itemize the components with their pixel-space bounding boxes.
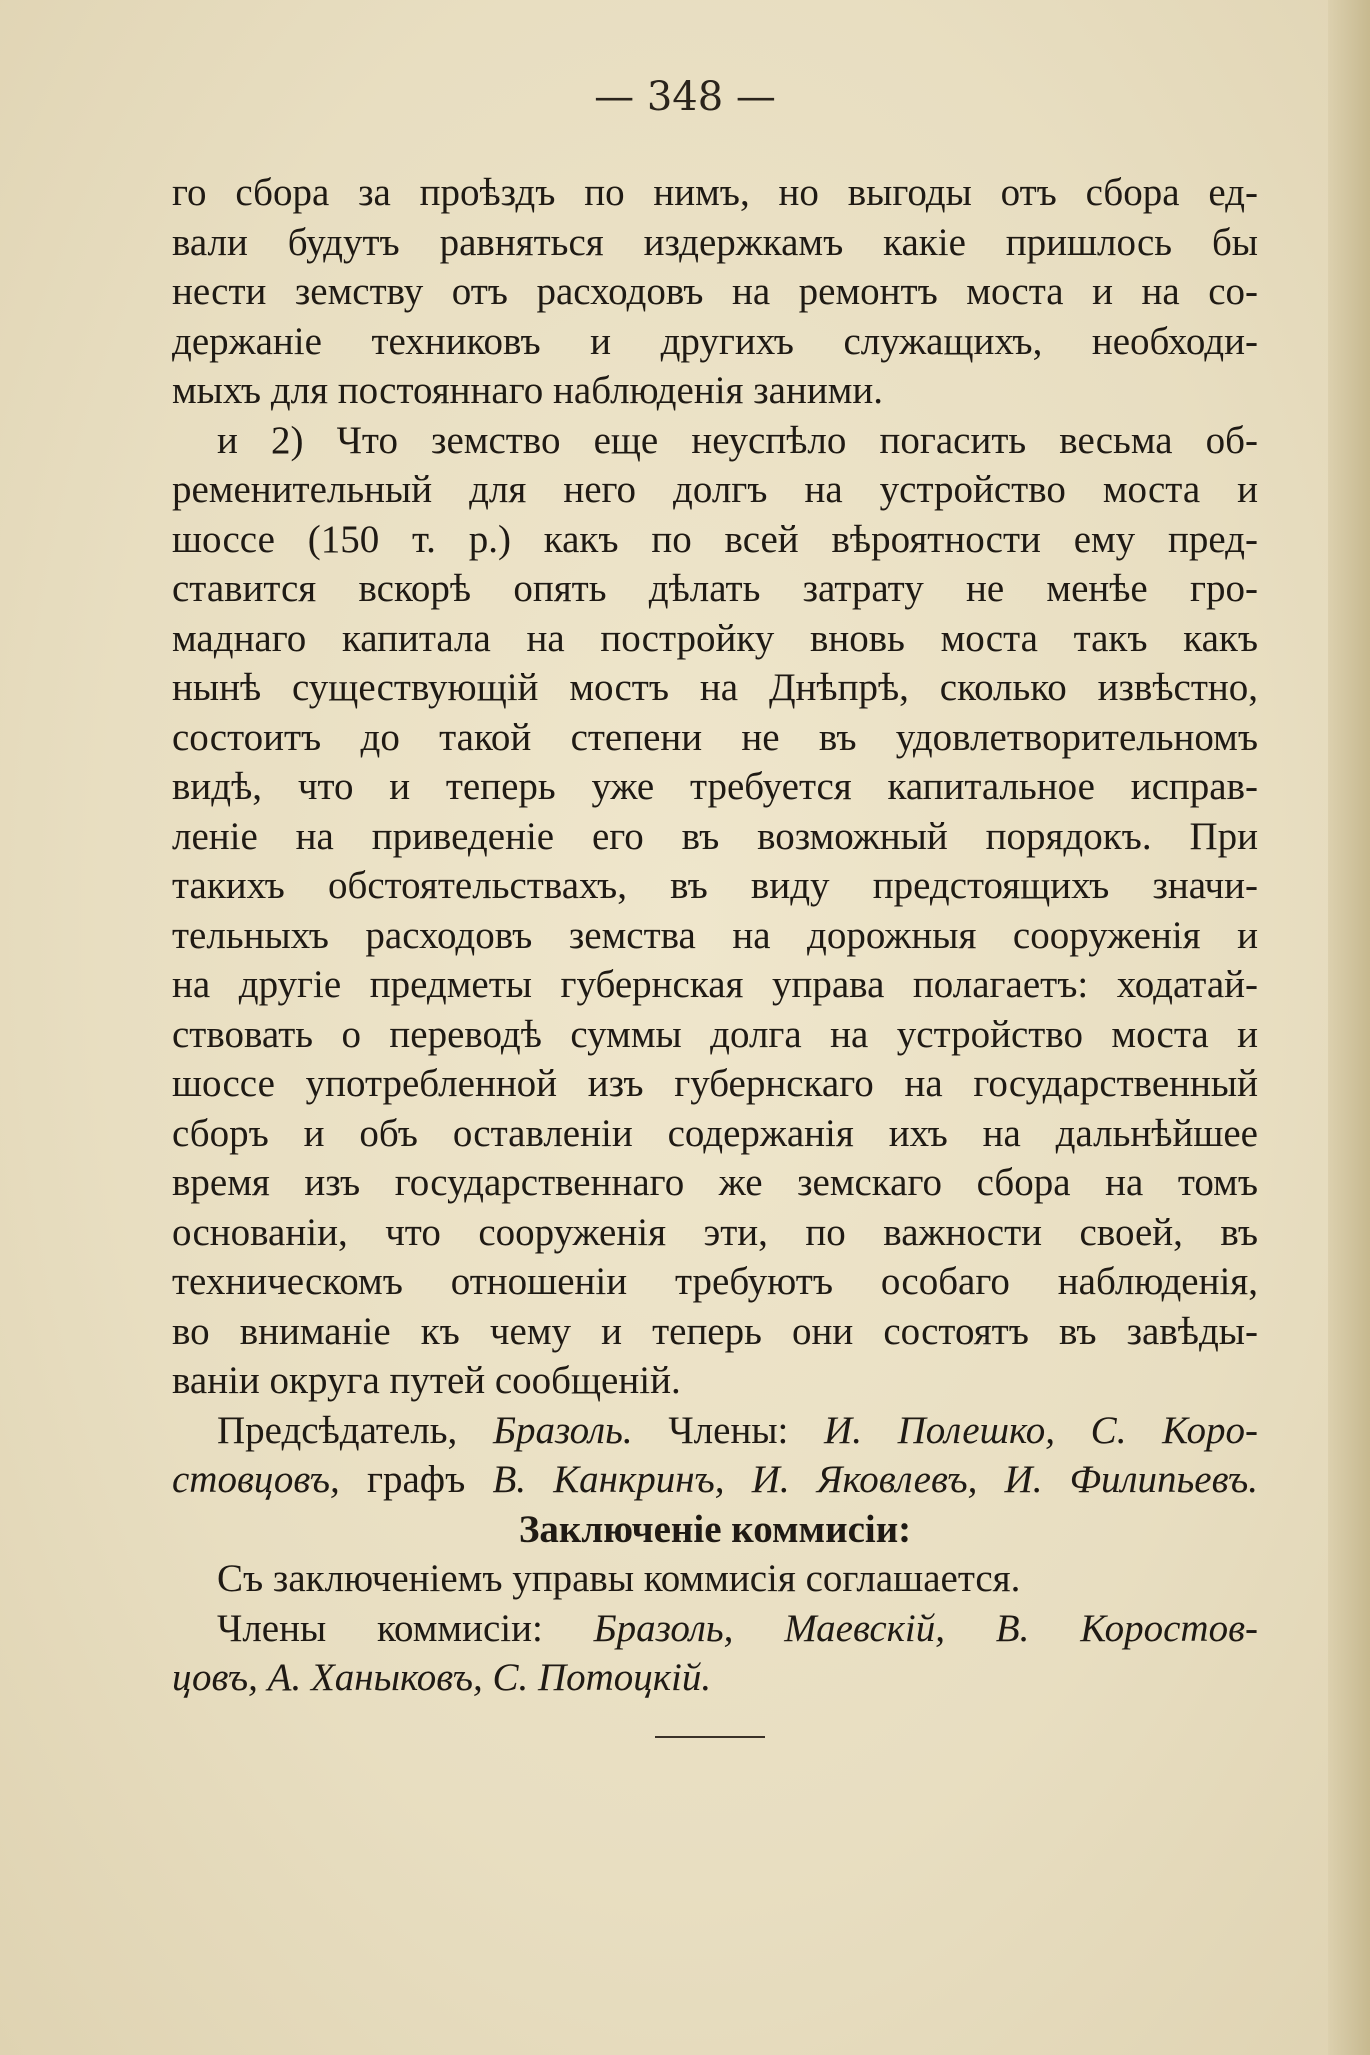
text-line: леніе на приведеніе его въ возможный порядокъ. При [172,814,1258,858]
text-line: ваніи округа путей сообщеній. [172,1359,681,1402]
text-line: шоссе (150 т. р.) какъ по всей вѣроятности ему пред- [172,517,1258,561]
text-line: го сбора за проѣздъ по нимъ, но выгоды отъ сбора ед- [172,171,1258,214]
text-line: такихъ обстоятельствахъ, въ виду предстоящихъ значи- [172,864,1258,907]
commission-names-cont: цовъ, А. Ханыковъ, С. Потоцкій. [172,1656,712,1699]
page-number: — 348 — [594,74,776,120]
text-line: основаніи, что сооруженія эти, по важности своей, въ [172,1210,1258,1254]
text-line: ставится вскорѣ опять дѣлать затрату не менѣе гро- [172,567,1258,610]
member-name-end: стовцовъ, [172,1458,340,1501]
body-text [172,168,1258,1703]
text-line: на другіе предметы губернская управа полагаетъ: ходатай- [172,963,1258,1006]
commission-label: Члены коммисіи: [217,1606,594,1650]
text-line: техническомъ отношеніи требуютъ особаго наблюденія, [172,1260,1258,1303]
text-line: нести земству отъ расходовъ на ремонтъ моста и на со- [172,270,1258,313]
signature-line [172,1604,1258,1654]
text-line: шоссе употребленной изъ губернскаго на государственный [172,1062,1258,1105]
title-label: графъ [339,1458,493,1501]
text-line: нынѣ существующій мостъ на Днѣпрѣ, сколько извѣстно, [172,666,1258,709]
closing-rule [655,1736,765,1738]
signature-line [172,1406,1258,1456]
text-line: сборъ и объ оставленіи содержанія ихъ на дальнѣйшее [172,1111,1258,1155]
members-label: Члены: [632,1408,825,1452]
text-line: мыхъ для постояннаго наблюденія заними. [172,369,883,412]
member-names: В. Канкринъ, И. Яковлевъ, И. Филипьевъ. [492,1458,1258,1501]
section-heading: Заключеніе коммисіи: [518,1507,912,1551]
chair-name: Бразоль. [492,1408,633,1452]
member-names: И. Полешко, С. Коро- [824,1408,1258,1452]
conclusion-text: Съ заключеніемъ управы коммисія соглашается. [217,1557,1021,1600]
text-line: во вниманіе къ чему и теперь они состоятъ въ завѣды- [172,1309,1258,1353]
text-line: время изъ государственнаго же земскаго сбора на томъ [172,1161,1258,1204]
text-line: состоитъ до такой степени не въ удовлетворительномъ [172,715,1258,759]
text-line: видѣ, что и теперь уже требуется капитальное исправ- [172,765,1258,808]
text-line: держаніе техниковъ и другихъ служащихъ, необходи- [172,319,1258,363]
text-line: тельныхъ расходовъ земства на дорожныя сооруженія и [172,913,1258,957]
text-line: ременительный для него долгъ на устройство моста и [172,468,1258,511]
text-line: и 2) Что земство еще неуспѣло погасить весьма об- [217,418,1258,462]
page-edge-shadow [1328,0,1370,2055]
signature-line [172,1455,1258,1505]
chair-label: Предсѣдатель, [217,1408,493,1452]
text-line: ствовать о переводѣ суммы долга на устройство моста и [172,1012,1258,1056]
text-line: вали будутъ равняться издержкамъ какіе пришлось бы [172,220,1258,264]
commission-names: Бразоль, Маевскій, В. Коростов- [593,1606,1259,1650]
text-line: маднаго капитала на постройку вновь моста такъ какъ [172,616,1258,660]
